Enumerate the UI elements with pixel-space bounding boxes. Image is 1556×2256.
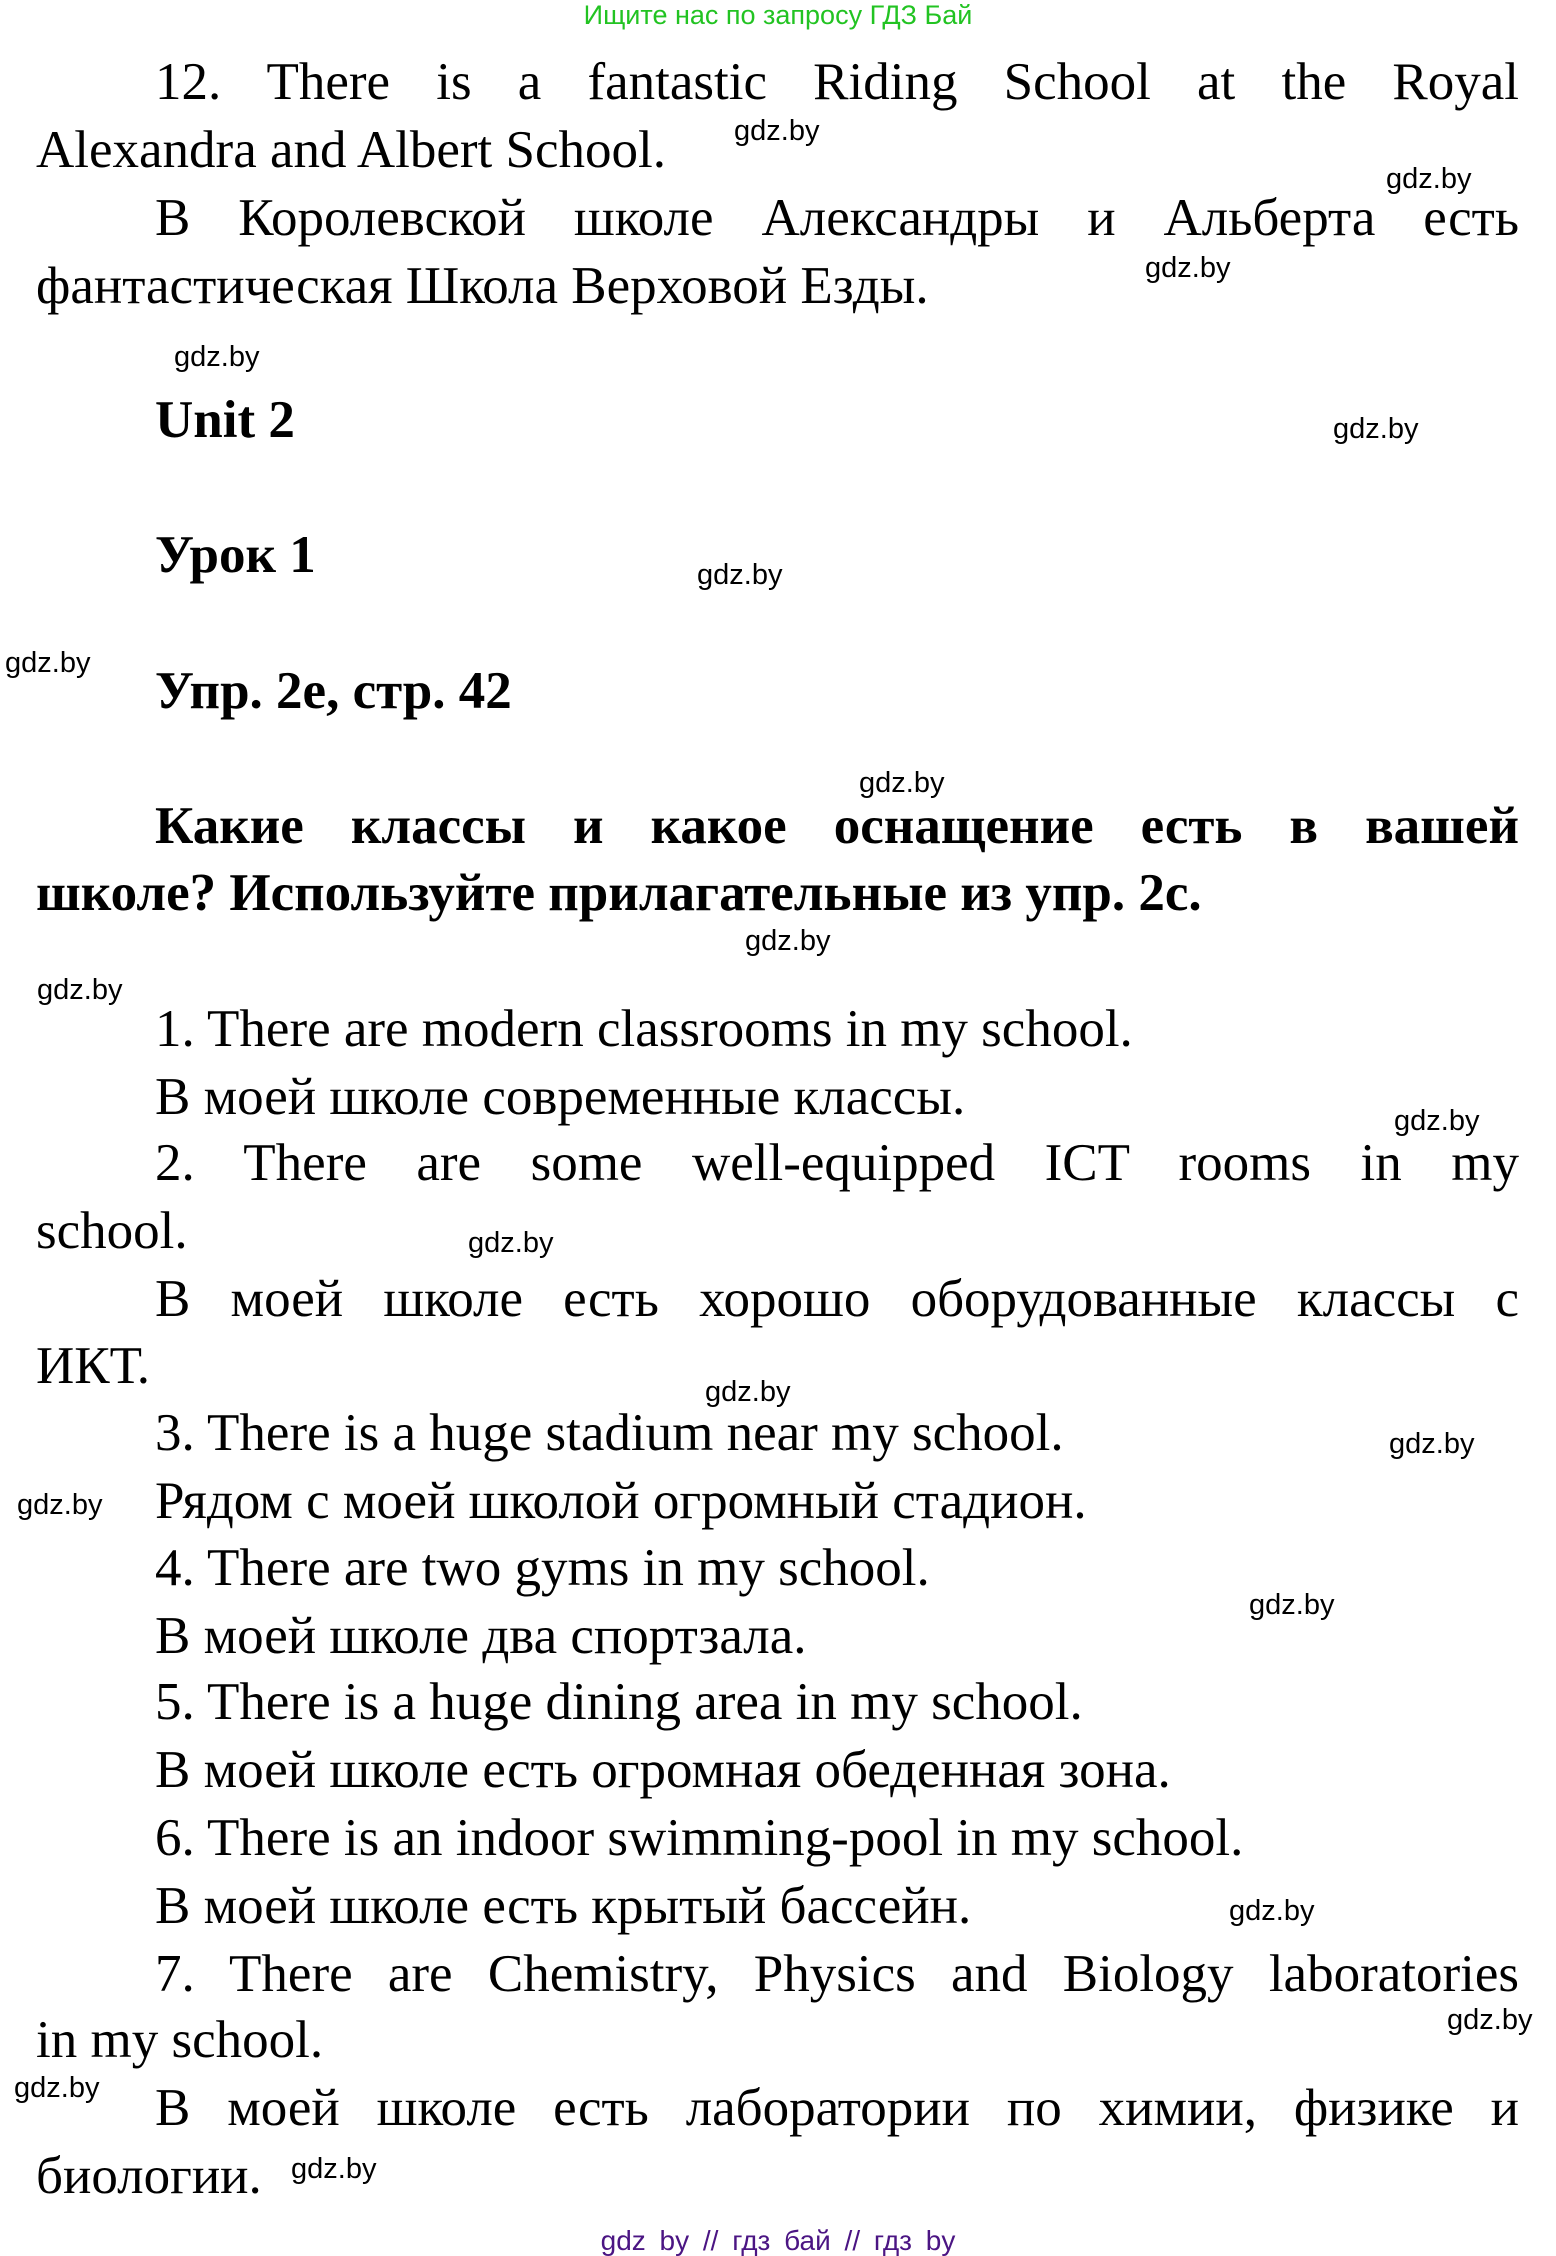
answer-line: В моей школе есть огромная обеденная зона. <box>155 1741 1171 1799</box>
answer-line: school. <box>36 1202 188 1260</box>
answer-line: биологии. <box>36 2147 262 2205</box>
answer-line: В моей школе два спортзала. <box>155 1607 807 1665</box>
text-line: Alexandra and Albert School. <box>36 121 666 179</box>
watermark: gdz.by <box>734 115 820 147</box>
watermark: gdz.by <box>17 1489 103 1521</box>
answer-line: В моей школе современные классы. <box>155 1068 966 1126</box>
task-text: Какие классы и какое оснащение есть в вашей <box>155 797 1519 855</box>
text-line: 12. There is a fantastic Riding School at the Royal <box>155 53 1519 111</box>
answer-line: В моей школе есть хорошо оборудованные классы с <box>155 1270 1519 1328</box>
search-banner: Ищите нас по запросу ГДЗ Бай <box>583 0 973 30</box>
watermark: gdz.by <box>697 559 783 591</box>
lesson-heading: Урок 1 <box>155 526 316 584</box>
watermark: gdz.by <box>1333 413 1419 445</box>
answer-line: 3. There is a huge stadium near my school. <box>155 1404 1064 1462</box>
watermark: gdz.by <box>1145 252 1231 284</box>
exercise-heading: Упр. 2е, стр. 42 <box>155 662 512 720</box>
watermark: gdz.by <box>859 767 945 799</box>
answer-line: 5. There is a huge dining area in my school. <box>155 1673 1083 1731</box>
task-text: школе? Используйте прилагательные из упр. 2с. <box>36 864 1202 922</box>
watermark: gdz.by <box>1229 1895 1315 1927</box>
watermark: gdz.by <box>705 1376 791 1408</box>
watermark: gdz.by <box>14 2072 100 2104</box>
answer-line: ИКТ. <box>36 1337 150 1395</box>
answer-line: В моей школе есть крытый бассейн. <box>155 1877 972 1935</box>
answer-line: 1. There are modern classrooms in my school. <box>155 1000 1133 1058</box>
watermark: gdz.by <box>1386 163 1472 195</box>
answer-line: Рядом с моей школой огромный стадион. <box>155 1472 1087 1530</box>
answer-line: in my school. <box>36 2011 324 2069</box>
answer-line: 7. There are Chemistry, Physics and Biology laboratories <box>155 1945 1519 2003</box>
text-line: В Королевской школе Александры и Альберта есть <box>155 189 1519 247</box>
answer-line: В моей школе есть лаборатории по химии, физике и <box>155 2079 1519 2137</box>
answer-line: 4. There are two gyms in my school. <box>155 1539 930 1597</box>
text-line: фантастическая Школа Верховой Езды. <box>36 257 929 315</box>
watermark: gdz.by <box>5 647 91 679</box>
answer-line: 6. There is an indoor swimming-pool in my school. <box>155 1809 1244 1867</box>
watermark: gdz.by <box>1447 2004 1533 2036</box>
watermark: gdz.by <box>37 974 123 1006</box>
unit-heading: Unit 2 <box>155 391 295 449</box>
watermark: gdz.by <box>1394 1105 1480 1137</box>
watermark: gdz.by <box>468 1227 554 1259</box>
footer-links[interactable]: gdz by // гдз бай // гдз by <box>600 2225 956 2256</box>
watermark: gdz.by <box>174 341 260 373</box>
watermark: gdz.by <box>291 2153 377 2185</box>
watermark: gdz.by <box>1389 1428 1475 1460</box>
watermark: gdz.by <box>1249 1589 1335 1621</box>
watermark: gdz.by <box>745 925 831 957</box>
answer-line: 2. There are some well-equipped ICT rooms in my <box>155 1134 1519 1192</box>
